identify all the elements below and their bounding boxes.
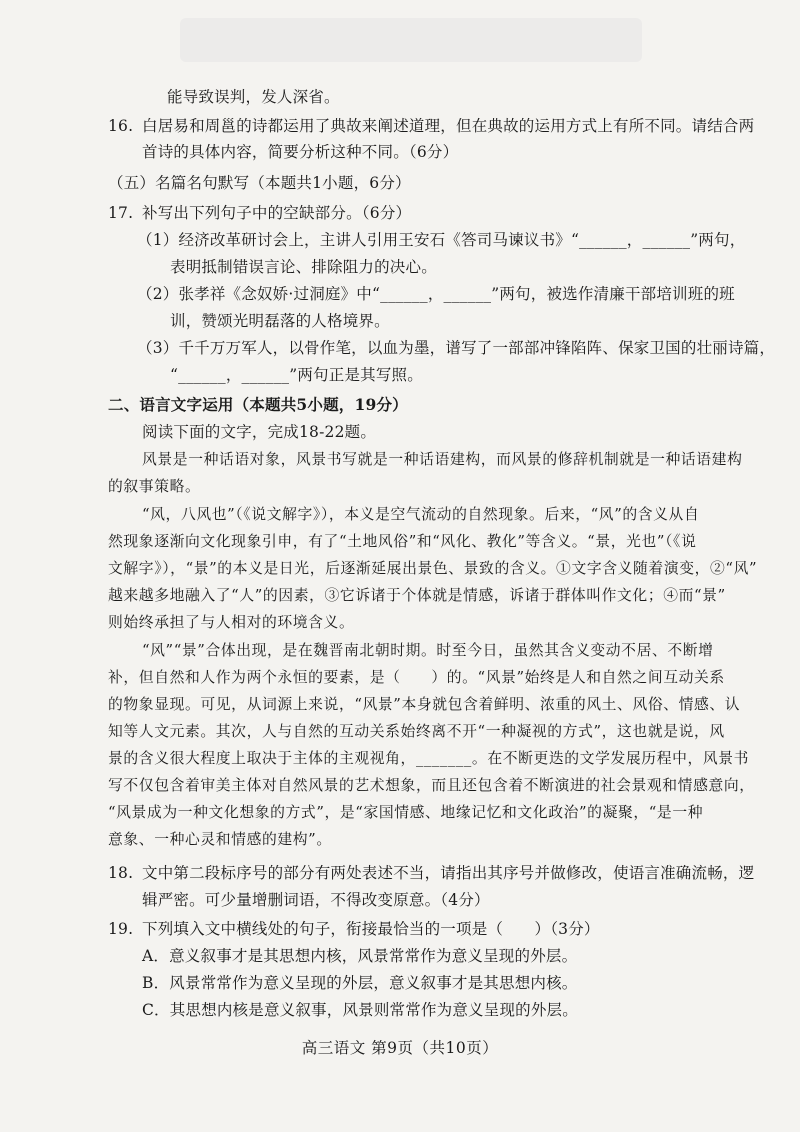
question-number: 17.: [108, 204, 134, 222]
question-text: 文中第二段标序号的部分有两处表述不当，请指出其序号并做修改，使语言准确流畅，逻: [142, 864, 755, 882]
question-number: 19.: [108, 920, 134, 938]
question-19: [108, 918, 600, 940]
passage-line: “风景成为一种文化想象的方式”，是“家国情感、地缘记忆和文化政治”的凝聚，“是一种: [108, 804, 704, 821]
passage-line: 的物象显现。可见，从词源上来说，“风景”本身就包含着鲜明、浓重的风土、风俗、情感、认: [108, 696, 741, 713]
passage-line: 知等人文元素。其次，人与自然的互动关系始终离不开“一种凝视的方式”，这也就是说，风: [108, 723, 725, 740]
reading-prompt: 阅读下面的文字，完成18-22题。: [142, 423, 377, 441]
passage-line: 意象、一种心灵和情感的建构”。: [108, 831, 332, 848]
q17-item3-line2: “______，______”两句正是其写照。: [170, 366, 423, 384]
passage-line: “风，八风也”（《说文解字》），本义是空气流动的自然现象。后来，“风”的含义从自: [142, 506, 700, 523]
q17-item1-line2: 表明抵制错误言论、排除阻力的决心。: [170, 258, 437, 276]
passage-line: 越来越多地融入了“人”的因素，③它诉诸于个体就是情感，诉诸于群体叫作文化；④而“景”: [108, 587, 726, 604]
section-five-heading: （五）名篇名句默写（本题共1小题，6分）: [108, 174, 411, 192]
passage-line: 景的含义很大程度上取决于主体的主观视角，_______。在不断更迭的文学发展历程中，风景书: [108, 750, 750, 767]
passage-line: 文解字》），“景”的本义是日光，后逐渐延展出景色、景致的含义。①文字含义随着演变，②“风”: [108, 560, 758, 577]
q17-item3: （3）千千万万军人，以骨作笔，以血为墨，谱写了一部部冲锋陷阵、保家卫国的壮丽诗篇，: [137, 339, 776, 357]
q17-item2: （2）张孝祥《念奴娇·过洞庭》中“______，______”两句，被选作清廉干部培训班的班: [137, 285, 735, 303]
passage-line: 风景是一种话语对象，风景书写就是一种话语建构，而风景的修辞机制就是一种话语建构: [142, 451, 743, 468]
q17-item2-line2: 训，赞颂光明磊落的人格境界。: [170, 312, 390, 330]
option-a: A．意义叙事才是其思想内核，风景常常作为意义呈现的外层。: [142, 947, 578, 965]
continuation-line: 能导致误判，发人深省。: [167, 88, 340, 106]
option-b: B．风景常常作为意义呈现的外层，意义叙事才是其思想内核。: [142, 974, 578, 992]
question-17: [108, 202, 411, 224]
passage-line: 则始终承担了与人相对的环境含义。: [108, 614, 355, 631]
passage-line: 补，但自然和人作为两个永恒的要素，是（ ）的。“风景”始终是人和自然之间互动关系: [108, 669, 725, 686]
passage-line: 的叙事策略。: [108, 478, 201, 495]
passage-line: 写不仅包含着审美主体对自然风景的艺术想象，而且还包含着不断演进的社会景观和情感意向，: [108, 777, 755, 794]
q17-item1: （1）经济改革研讨会上，主讲人引用王安石《答司马谏议书》“______，______”两句，: [137, 231, 746, 249]
question-text: 补写出下列句子中的空缺部分。（6分）: [142, 204, 412, 222]
section-two-heading: 二、语言文字运用（本题共5小题，19分）: [108, 395, 408, 414]
question-text: 下列填入文中横线处的句子，衔接最恰当的一项是（ ）（3分）: [142, 920, 600, 938]
question-16-line2: 首诗的具体内容，简要分析这种不同。（6分）: [142, 143, 459, 161]
question-number: 16.: [108, 117, 134, 135]
question-number: 18.: [108, 864, 134, 882]
question-18: [108, 862, 754, 884]
question-18-line2: 辑严密。可少量增删词语，不得改变原意。（4分）: [142, 891, 490, 909]
page-footer: 高三语文 第9页（共10页）: [301, 1039, 499, 1057]
question-16: [108, 115, 754, 137]
question-text: 白居易和周邕的诗都运用了典故来阐述道理，但在典故的运用方式上有所不同。请结合两: [142, 117, 755, 135]
option-c: C．其思想内核是意义叙事，风景则常常作为意义呈现的外层。: [142, 1001, 578, 1019]
passage-line: “风”“景”合体出现，是在魏晋南北朝时期。时至今日，虽然其含义变动不居、不断增: [142, 642, 714, 659]
passage-line: 然现象逐渐向文化现象引申，有了“土地风俗”和“风化、教化”等含义。“景，光也”（《说: [108, 533, 697, 550]
